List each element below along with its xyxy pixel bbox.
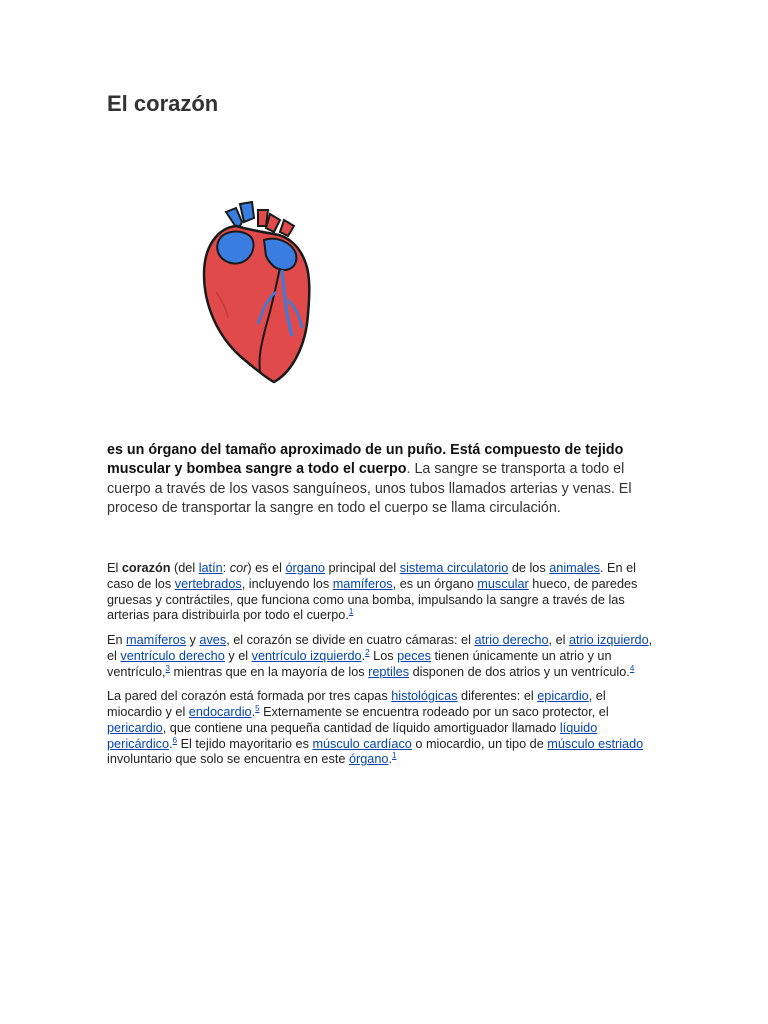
footnote-ref	[392, 751, 396, 760]
text: disponen de dos atrios y un ventrículo.	[409, 664, 630, 679]
text: .	[251, 705, 256, 719]
footnote-link[interactable]: 5	[255, 704, 260, 713]
text: , el	[107, 633, 653, 663]
text: y	[185, 633, 200, 647]
text: En	[107, 633, 127, 647]
link-animales[interactable]: animales	[549, 561, 600, 575]
intro-bold-text: es un órgano del tamaño aproximado de un puño. Está compuesto de tejido muscular y bombea sangre a todo el cuerpo	[107, 442, 624, 478]
text: , incluyendo los	[241, 576, 333, 591]
link-muscular[interactable]: muscular	[477, 576, 529, 591]
link-organo[interactable]: órgano	[285, 561, 325, 575]
text: .	[361, 648, 366, 663]
text: Externamente se encuentra rodeado por un saco protector, el	[259, 705, 609, 719]
heart-icon	[196, 196, 324, 390]
article-body	[107, 561, 663, 777]
footnote-link[interactable]: 6	[172, 735, 178, 745]
link-ventriculo-derecho[interactable]: ventrículo derecho	[120, 648, 225, 663]
text: Los	[369, 648, 398, 663]
text: mientras que en la mayoría de los	[169, 664, 369, 679]
link-liquido-pericardico[interactable]: líquido pericárdico	[107, 720, 598, 751]
text: .	[169, 736, 173, 751]
term-corazon: corazón	[121, 561, 171, 575]
footnote-link[interactable]: 2	[365, 647, 370, 657]
text: , que contiene una pequeña cantidad de líquido amortiguador llamado	[162, 720, 560, 735]
link-vertebrados[interactable]: vertebrados	[174, 576, 242, 591]
term-cor: cor	[229, 561, 248, 575]
text: de los	[508, 561, 550, 575]
text: o miocardio, un tipo de	[411, 736, 548, 751]
link-sistema-circulatorio[interactable]: sistema circulatorio	[399, 561, 509, 575]
link-latin[interactable]: latín	[198, 561, 223, 575]
intro-paragraph	[107, 441, 652, 518]
link-atrio-derecho[interactable]: atrio derecho	[474, 633, 549, 647]
text: tienen únicamente un atrio y un ventrículo,	[107, 648, 612, 679]
link-ventriculo-izquierdo[interactable]: ventrículo izquierdo	[251, 648, 362, 663]
link-mamiferos[interactable]: mamíferos	[332, 576, 393, 591]
text: :	[222, 561, 230, 575]
text: (del	[170, 561, 199, 575]
text: ) es el	[247, 561, 286, 575]
link-organo[interactable]: órgano	[348, 752, 389, 767]
footnote-ref	[349, 607, 353, 616]
text: La pared del corazón está formada por tres capas	[107, 689, 392, 704]
text: El	[107, 561, 122, 575]
footnote-link[interactable]: 4	[629, 663, 635, 673]
paragraph-1	[107, 561, 663, 624]
text: hueco, de paredes gruesas y contráctiles, que funciona como una bomba, impulsando la sangre a través de las arterias para distribuirla por todo el cuerpo.	[107, 576, 638, 623]
link-histologicas[interactable]: histológicas	[391, 689, 458, 704]
text: principal del	[324, 561, 400, 575]
footnote-link[interactable]: 1	[348, 607, 354, 617]
link-peces[interactable]: peces	[397, 648, 431, 663]
text: y el	[224, 648, 252, 663]
text: involuntario que solo se encuentra en este	[107, 752, 349, 767]
footnote-link[interactable]: 3	[165, 663, 170, 673]
text: , es un órgano	[392, 576, 478, 591]
footnote-link[interactable]: 1	[391, 751, 397, 761]
text: , el corazón se divide en cuatro cámaras: el	[226, 633, 475, 647]
link-mamiferos[interactable]: mamíferos	[126, 633, 186, 647]
heart-illustration	[196, 196, 324, 390]
text: El tejido mayoritario es	[177, 736, 313, 751]
text: , el	[548, 633, 569, 647]
link-musculo-cardiaco[interactable]: músculo cardíaco	[312, 736, 412, 751]
text: diferentes: el	[457, 689, 538, 704]
paragraph-2	[107, 633, 663, 680]
paragraph-3	[107, 689, 663, 768]
text: , el miocardio y el	[107, 689, 606, 719]
link-pericardio[interactable]: pericardio	[107, 720, 163, 735]
text: .	[388, 752, 392, 767]
page-title: El corazón	[107, 91, 219, 116]
link-aves[interactable]: aves	[199, 633, 227, 647]
footnote-ref	[630, 664, 634, 673]
text: . En el caso de los	[107, 561, 636, 591]
link-atrio-izquierdo[interactable]: atrio izquierdo	[568, 633, 649, 647]
link-epicardio[interactable]: epicardio	[537, 689, 589, 704]
link-reptiles[interactable]: reptiles	[368, 664, 410, 679]
intro-text: . La sangre se transporta a todo el cuerpo a través de los vasos sanguíneos, unos tubos llamados arterias y venas. El proceso de transportar la sangre en todo el cuerpo se llama circulación.	[107, 461, 632, 516]
link-musculo-estriado[interactable]: músculo estriado	[547, 736, 644, 751]
link-endocardio[interactable]: endocardio	[188, 705, 252, 719]
